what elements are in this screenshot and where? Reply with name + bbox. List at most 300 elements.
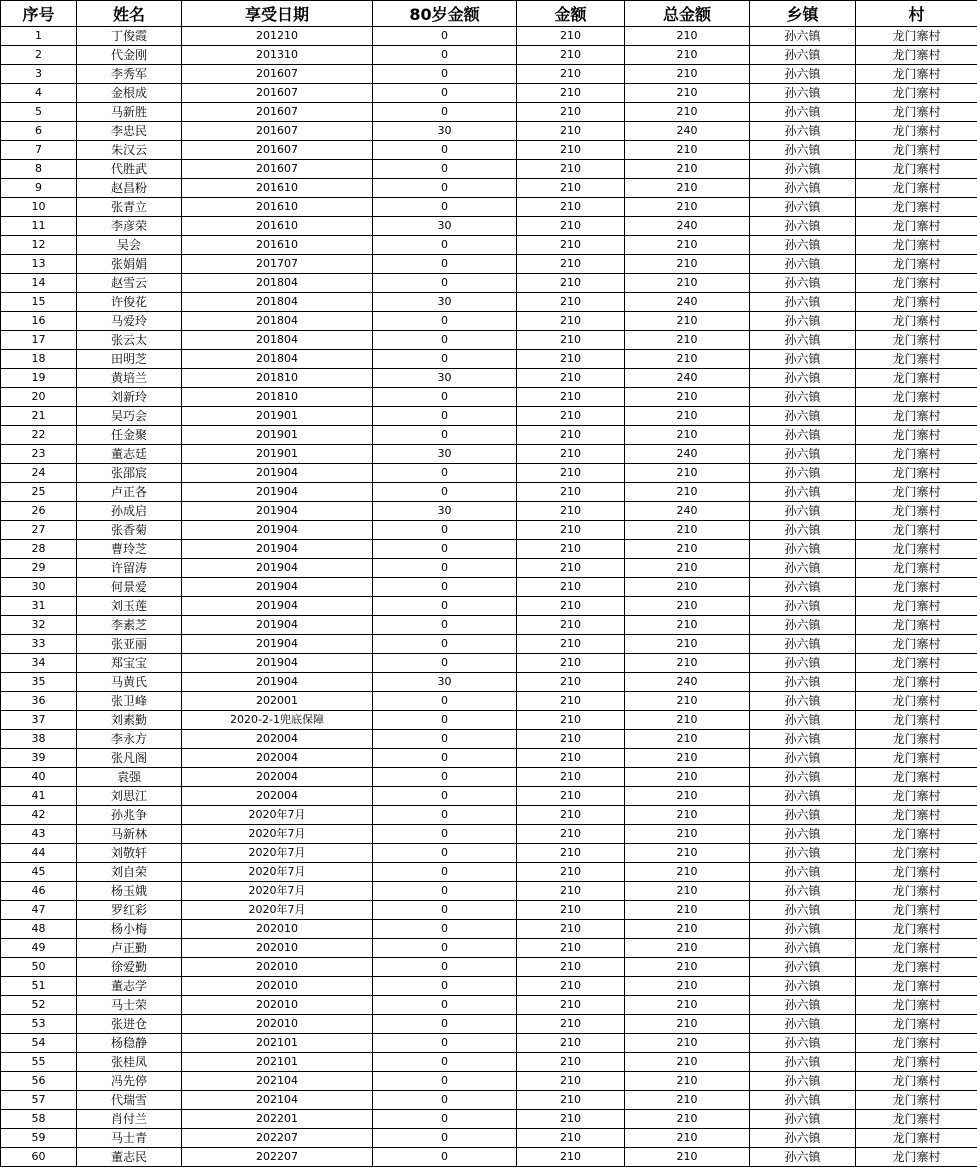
cell-age80-amount: 30	[373, 122, 517, 141]
cell-village: 龙门寨村	[856, 350, 977, 369]
cell-index: 50	[1, 958, 77, 977]
cell-amount: 210	[517, 559, 625, 578]
cell-name: 罗红彩	[77, 901, 182, 920]
cell-index: 13	[1, 255, 77, 274]
cell-start-date: 201904	[182, 540, 373, 559]
cell-index: 28	[1, 540, 77, 559]
cell-index: 29	[1, 559, 77, 578]
cell-index: 47	[1, 901, 77, 920]
cell-name: 董志民	[77, 1148, 182, 1167]
cell-total-amount: 210	[625, 882, 750, 901]
cell-age80-amount: 0	[373, 521, 517, 540]
cell-start-date: 201804	[182, 331, 373, 350]
cell-town: 孙六镇	[750, 616, 856, 635]
cell-index: 34	[1, 654, 77, 673]
cell-name: 张亚丽	[77, 635, 182, 654]
cell-start-date: 202010	[182, 996, 373, 1015]
cell-village: 龙门寨村	[856, 1072, 977, 1091]
cell-age80-amount: 0	[373, 806, 517, 825]
cell-village: 龙门寨村	[856, 559, 977, 578]
cell-village: 龙门寨村	[856, 673, 977, 692]
cell-age80-amount: 0	[373, 464, 517, 483]
cell-index: 49	[1, 939, 77, 958]
cell-amount: 210	[517, 46, 625, 65]
cell-age80-amount: 0	[373, 1034, 517, 1053]
table-row	[1, 255, 977, 274]
cell-start-date: 202010	[182, 977, 373, 996]
cell-start-date: 201901	[182, 445, 373, 464]
cell-village: 龙门寨村	[856, 103, 977, 122]
cell-index: 15	[1, 293, 77, 312]
cell-age80-amount: 0	[373, 920, 517, 939]
header-start-date: 享受日期	[182, 1, 373, 27]
cell-index: 11	[1, 217, 77, 236]
cell-town: 孙六镇	[750, 122, 856, 141]
cell-start-date: 201607	[182, 65, 373, 84]
cell-name: 杨小梅	[77, 920, 182, 939]
cell-age80-amount: 0	[373, 27, 517, 46]
cell-amount: 210	[517, 673, 625, 692]
cell-name: 李秀军	[77, 65, 182, 84]
cell-town: 孙六镇	[750, 84, 856, 103]
cell-total-amount: 240	[625, 445, 750, 464]
cell-total-amount: 210	[625, 844, 750, 863]
cell-index: 43	[1, 825, 77, 844]
cell-age80-amount: 0	[373, 426, 517, 445]
cell-amount: 210	[517, 749, 625, 768]
cell-start-date: 202004	[182, 749, 373, 768]
cell-village: 龙门寨村	[856, 27, 977, 46]
cell-village: 龙门寨村	[856, 1053, 977, 1072]
cell-amount: 210	[517, 350, 625, 369]
cell-village: 龙门寨村	[856, 882, 977, 901]
cell-town: 孙六镇	[750, 274, 856, 293]
cell-total-amount: 210	[625, 749, 750, 768]
cell-total-amount: 210	[625, 46, 750, 65]
cell-index: 14	[1, 274, 77, 293]
cell-name: 刘自荣	[77, 863, 182, 882]
cell-age80-amount: 0	[373, 407, 517, 426]
cell-town: 孙六镇	[750, 559, 856, 578]
cell-village: 龙门寨村	[856, 236, 977, 255]
table-row	[1, 84, 977, 103]
cell-total-amount: 210	[625, 977, 750, 996]
cell-total-amount: 210	[625, 559, 750, 578]
cell-start-date: 202004	[182, 730, 373, 749]
cell-index: 16	[1, 312, 77, 331]
table-row	[1, 198, 977, 217]
cell-start-date: 201804	[182, 312, 373, 331]
cell-name: 张桂凤	[77, 1053, 182, 1072]
table-row	[1, 331, 977, 350]
cell-town: 孙六镇	[750, 1148, 856, 1167]
cell-amount: 210	[517, 27, 625, 46]
cell-age80-amount: 0	[373, 692, 517, 711]
cell-start-date: 201804	[182, 274, 373, 293]
cell-start-date: 201904	[182, 521, 373, 540]
cell-age80-amount: 0	[373, 236, 517, 255]
cell-town: 孙六镇	[750, 312, 856, 331]
cell-age80-amount: 0	[373, 84, 517, 103]
cell-village: 龙门寨村	[856, 977, 977, 996]
cell-total-amount: 210	[625, 1148, 750, 1167]
cell-amount: 210	[517, 996, 625, 1015]
cell-start-date: 2020年7月	[182, 844, 373, 863]
table-row	[1, 464, 977, 483]
cell-name: 张娟娟	[77, 255, 182, 274]
cell-town: 孙六镇	[750, 711, 856, 730]
cell-town: 孙六镇	[750, 654, 856, 673]
cell-index: 12	[1, 236, 77, 255]
table-row	[1, 1091, 977, 1110]
table-row	[1, 426, 977, 445]
cell-total-amount: 210	[625, 236, 750, 255]
cell-name: 任金聚	[77, 426, 182, 445]
cell-village: 龙门寨村	[856, 711, 977, 730]
cell-amount: 210	[517, 312, 625, 331]
cell-name: 刘思江	[77, 787, 182, 806]
cell-start-date: 201210	[182, 27, 373, 46]
table-row	[1, 1053, 977, 1072]
table-row	[1, 1034, 977, 1053]
cell-amount: 210	[517, 635, 625, 654]
cell-name: 许留涛	[77, 559, 182, 578]
cell-amount: 210	[517, 198, 625, 217]
cell-index: 57	[1, 1091, 77, 1110]
cell-age80-amount: 0	[373, 597, 517, 616]
cell-index: 58	[1, 1110, 77, 1129]
cell-start-date: 2020年7月	[182, 806, 373, 825]
table-row	[1, 1148, 977, 1167]
cell-total-amount: 240	[625, 122, 750, 141]
cell-name: 孙兆争	[77, 806, 182, 825]
cell-total-amount: 210	[625, 103, 750, 122]
cell-total-amount: 210	[625, 787, 750, 806]
cell-total-amount: 240	[625, 217, 750, 236]
cell-age80-amount: 0	[373, 1072, 517, 1091]
cell-amount: 210	[517, 578, 625, 597]
cell-index: 18	[1, 350, 77, 369]
table-row	[1, 540, 977, 559]
cell-index: 48	[1, 920, 77, 939]
cell-total-amount: 240	[625, 673, 750, 692]
cell-name: 李忠民	[77, 122, 182, 141]
cell-index: 46	[1, 882, 77, 901]
cell-name: 马新林	[77, 825, 182, 844]
cell-total-amount: 210	[625, 939, 750, 958]
table-row	[1, 977, 977, 996]
cell-age80-amount: 0	[373, 65, 517, 84]
table-row	[1, 996, 977, 1015]
cell-amount: 210	[517, 1072, 625, 1091]
cell-town: 孙六镇	[750, 236, 856, 255]
cell-amount: 210	[517, 540, 625, 559]
table-row	[1, 673, 977, 692]
cell-index: 23	[1, 445, 77, 464]
cell-amount: 210	[517, 236, 625, 255]
cell-amount: 210	[517, 445, 625, 464]
cell-town: 孙六镇	[750, 27, 856, 46]
cell-town: 孙六镇	[750, 749, 856, 768]
cell-age80-amount: 0	[373, 350, 517, 369]
cell-village: 龙门寨村	[856, 46, 977, 65]
table-row	[1, 350, 977, 369]
cell-amount: 210	[517, 65, 625, 84]
cell-age80-amount: 0	[373, 559, 517, 578]
cell-start-date: 201810	[182, 369, 373, 388]
cell-index: 55	[1, 1053, 77, 1072]
cell-index: 53	[1, 1015, 77, 1034]
cell-total-amount: 210	[625, 1072, 750, 1091]
cell-start-date: 201607	[182, 84, 373, 103]
cell-name: 赵昌粉	[77, 179, 182, 198]
cell-total-amount: 210	[625, 141, 750, 160]
cell-index: 25	[1, 483, 77, 502]
table-row	[1, 369, 977, 388]
cell-name: 董志廷	[77, 445, 182, 464]
cell-start-date: 202201	[182, 1110, 373, 1129]
cell-town: 孙六镇	[750, 730, 856, 749]
cell-town: 孙六镇	[750, 331, 856, 350]
cell-start-date: 201904	[182, 483, 373, 502]
cell-index: 3	[1, 65, 77, 84]
cell-town: 孙六镇	[750, 920, 856, 939]
cell-start-date: 202004	[182, 768, 373, 787]
cell-village: 龙门寨村	[856, 255, 977, 274]
cell-amount: 210	[517, 293, 625, 312]
cell-name: 杨玉娥	[77, 882, 182, 901]
cell-town: 孙六镇	[750, 882, 856, 901]
cell-town: 孙六镇	[750, 255, 856, 274]
cell-name: 郑宝宝	[77, 654, 182, 673]
cell-town: 孙六镇	[750, 407, 856, 426]
cell-total-amount: 210	[625, 996, 750, 1015]
cell-index: 51	[1, 977, 77, 996]
cell-village: 龙门寨村	[856, 502, 977, 521]
cell-town: 孙六镇	[750, 141, 856, 160]
cell-start-date: 201310	[182, 46, 373, 65]
cell-name: 李永方	[77, 730, 182, 749]
cell-town: 孙六镇	[750, 293, 856, 312]
cell-start-date: 201804	[182, 350, 373, 369]
cell-start-date: 201901	[182, 407, 373, 426]
cell-town: 孙六镇	[750, 787, 856, 806]
cell-index: 9	[1, 179, 77, 198]
cell-town: 孙六镇	[750, 483, 856, 502]
cell-index: 2	[1, 46, 77, 65]
cell-index: 24	[1, 464, 77, 483]
cell-age80-amount: 0	[373, 635, 517, 654]
cell-amount: 210	[517, 939, 625, 958]
cell-village: 龙门寨村	[856, 483, 977, 502]
cell-town: 孙六镇	[750, 1034, 856, 1053]
cell-index: 44	[1, 844, 77, 863]
cell-total-amount: 210	[625, 483, 750, 502]
table-row	[1, 692, 977, 711]
cell-age80-amount: 0	[373, 844, 517, 863]
cell-town: 孙六镇	[750, 1129, 856, 1148]
cell-total-amount: 210	[625, 540, 750, 559]
cell-index: 35	[1, 673, 77, 692]
cell-town: 孙六镇	[750, 388, 856, 407]
cell-amount: 210	[517, 787, 625, 806]
table-row	[1, 179, 977, 198]
cell-village: 龙门寨村	[856, 84, 977, 103]
cell-total-amount: 210	[625, 768, 750, 787]
cell-total-amount: 210	[625, 84, 750, 103]
cell-index: 4	[1, 84, 77, 103]
cell-start-date: 201904	[182, 635, 373, 654]
cell-total-amount: 210	[625, 1034, 750, 1053]
cell-amount: 210	[517, 274, 625, 293]
cell-village: 龙门寨村	[856, 179, 977, 198]
cell-name: 张凡阁	[77, 749, 182, 768]
cell-index: 31	[1, 597, 77, 616]
header-row	[1, 1, 977, 27]
cell-amount: 210	[517, 711, 625, 730]
cell-amount: 210	[517, 1053, 625, 1072]
cell-start-date: 202207	[182, 1148, 373, 1167]
cell-village: 龙门寨村	[856, 1148, 977, 1167]
cell-total-amount: 210	[625, 958, 750, 977]
cell-age80-amount: 0	[373, 1015, 517, 1034]
cell-village: 龙门寨村	[856, 141, 977, 160]
cell-amount: 210	[517, 958, 625, 977]
cell-start-date: 202010	[182, 920, 373, 939]
table-row	[1, 1110, 977, 1129]
cell-age80-amount: 0	[373, 388, 517, 407]
table-row	[1, 122, 977, 141]
cell-age80-amount: 0	[373, 616, 517, 635]
cell-village: 龙门寨村	[856, 1091, 977, 1110]
cell-age80-amount: 0	[373, 46, 517, 65]
table-row	[1, 939, 977, 958]
cell-town: 孙六镇	[750, 844, 856, 863]
cell-age80-amount: 0	[373, 996, 517, 1015]
cell-name: 马爱玲	[77, 312, 182, 331]
cell-amount: 210	[517, 179, 625, 198]
cell-total-amount: 210	[625, 407, 750, 426]
table-row	[1, 312, 977, 331]
cell-name: 朱汉云	[77, 141, 182, 160]
cell-name: 张青立	[77, 198, 182, 217]
cell-village: 龙门寨村	[856, 293, 977, 312]
cell-age80-amount: 0	[373, 179, 517, 198]
table-row	[1, 141, 977, 160]
table-row	[1, 635, 977, 654]
cell-start-date: 201707	[182, 255, 373, 274]
cell-amount: 210	[517, 331, 625, 350]
cell-name: 赵雪云	[77, 274, 182, 293]
cell-village: 龙门寨村	[856, 939, 977, 958]
cell-start-date: 201607	[182, 160, 373, 179]
cell-name: 许俊花	[77, 293, 182, 312]
cell-village: 龙门寨村	[856, 616, 977, 635]
cell-total-amount: 210	[625, 863, 750, 882]
cell-town: 孙六镇	[750, 160, 856, 179]
cell-amount: 210	[517, 521, 625, 540]
cell-total-amount: 210	[625, 711, 750, 730]
cell-age80-amount: 0	[373, 825, 517, 844]
header-amount: 金额	[517, 1, 625, 27]
cell-index: 26	[1, 502, 77, 521]
cell-village: 龙门寨村	[856, 996, 977, 1015]
cell-total-amount: 210	[625, 597, 750, 616]
cell-name: 代金刚	[77, 46, 182, 65]
cell-index: 30	[1, 578, 77, 597]
cell-start-date: 201904	[182, 654, 373, 673]
cell-village: 龙门寨村	[856, 1034, 977, 1053]
cell-age80-amount: 0	[373, 540, 517, 559]
cell-town: 孙六镇	[750, 996, 856, 1015]
cell-village: 龙门寨村	[856, 635, 977, 654]
cell-village: 龙门寨村	[856, 654, 977, 673]
cell-age80-amount: 0	[373, 274, 517, 293]
cell-index: 5	[1, 103, 77, 122]
cell-age80-amount: 0	[373, 578, 517, 597]
cell-town: 孙六镇	[750, 578, 856, 597]
cell-start-date: 202010	[182, 1015, 373, 1034]
table-row	[1, 1015, 977, 1034]
cell-total-amount: 210	[625, 806, 750, 825]
cell-town: 孙六镇	[750, 825, 856, 844]
table-row	[1, 920, 977, 939]
cell-town: 孙六镇	[750, 768, 856, 787]
cell-start-date: 2020年7月	[182, 825, 373, 844]
cell-amount: 210	[517, 122, 625, 141]
cell-town: 孙六镇	[750, 350, 856, 369]
cell-town: 孙六镇	[750, 1072, 856, 1091]
cell-village: 龙门寨村	[856, 521, 977, 540]
cell-name: 丁俊霞	[77, 27, 182, 46]
cell-start-date: 202101	[182, 1053, 373, 1072]
cell-index: 36	[1, 692, 77, 711]
cell-age80-amount: 0	[373, 939, 517, 958]
cell-start-date: 201810	[182, 388, 373, 407]
cell-town: 孙六镇	[750, 46, 856, 65]
cell-total-amount: 210	[625, 274, 750, 293]
cell-index: 1	[1, 27, 77, 46]
cell-village: 龙门寨村	[856, 1110, 977, 1129]
cell-total-amount: 210	[625, 160, 750, 179]
cell-start-date: 201607	[182, 122, 373, 141]
table-row	[1, 293, 977, 312]
cell-village: 龙门寨村	[856, 217, 977, 236]
cell-amount: 210	[517, 502, 625, 521]
table-row	[1, 825, 977, 844]
cell-total-amount: 210	[625, 179, 750, 198]
table-row	[1, 806, 977, 825]
table-row	[1, 236, 977, 255]
cell-age80-amount: 0	[373, 1091, 517, 1110]
cell-village: 龙门寨村	[856, 692, 977, 711]
cell-index: 17	[1, 331, 77, 350]
cell-age80-amount: 0	[373, 977, 517, 996]
table-row	[1, 597, 977, 616]
cell-name: 张卫峰	[77, 692, 182, 711]
cell-amount: 210	[517, 141, 625, 160]
cell-index: 38	[1, 730, 77, 749]
cell-town: 孙六镇	[750, 217, 856, 236]
cell-name: 李素芝	[77, 616, 182, 635]
cell-start-date: 201607	[182, 103, 373, 122]
cell-age80-amount: 0	[373, 1053, 517, 1072]
cell-total-amount: 210	[625, 1110, 750, 1129]
cell-name: 曹玲芝	[77, 540, 182, 559]
table-row	[1, 103, 977, 122]
cell-index: 7	[1, 141, 77, 160]
cell-index: 8	[1, 160, 77, 179]
